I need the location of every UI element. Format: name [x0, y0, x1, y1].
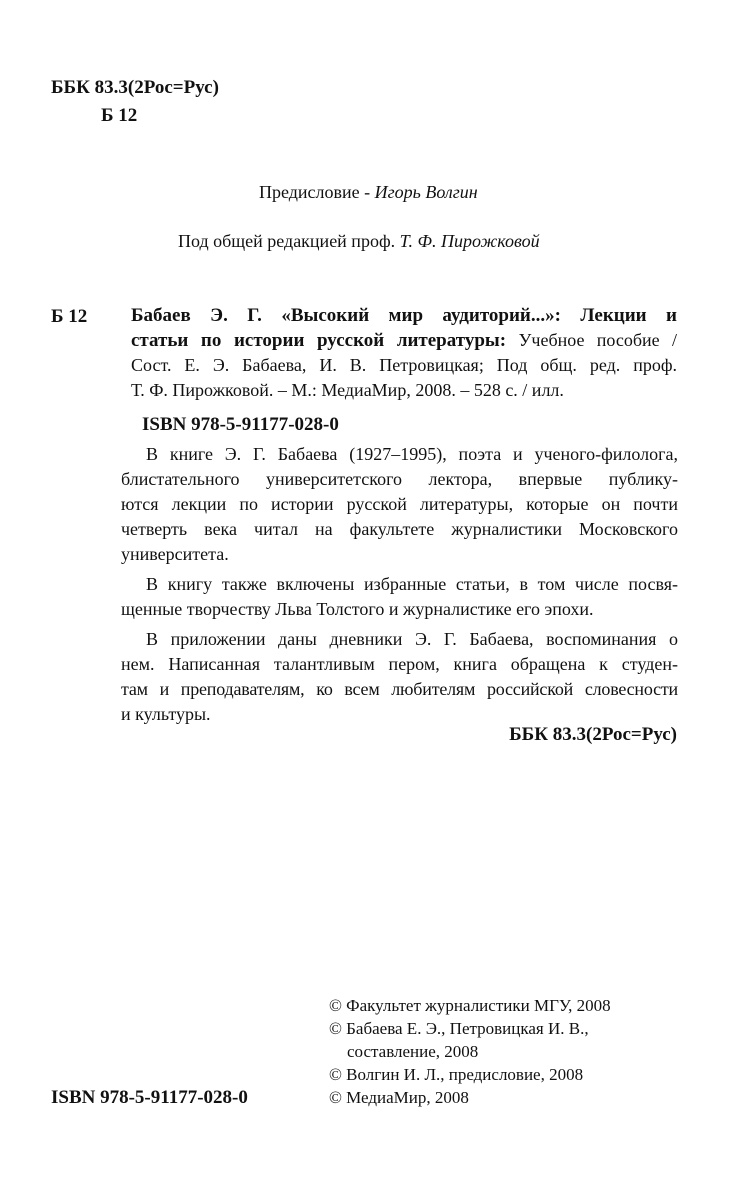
biblio-type: Учебное пособие /	[518, 330, 677, 350]
biblio-line-3: Сост. Е. Э. Бабаева, И. В. Петровицкая; Под общ. ред. проф.	[131, 355, 677, 375]
abstract-line: четверть века читал на факультете журналистики Московского	[121, 519, 678, 539]
copyright-line: © Волгин И. Л., предисловие, 2008	[329, 1065, 584, 1084]
editor-name: Т. Ф. Пирожковой	[399, 231, 540, 251]
abstract-line: нем. Написанная талантливым пером, книга обращена к студен-	[121, 654, 678, 674]
abstract-line: университета.	[121, 544, 229, 564]
abstract-line: В книге Э. Г. Бабаева (1927–1995), поэта и ученого-филолога,	[146, 444, 678, 464]
copyright-line: © Бабаева Е. Э., Петровицкая И. В.,	[329, 1019, 589, 1038]
isbn-footer: ISBN 978-5-91177-028-0	[51, 1087, 248, 1108]
abstract-line: там и преподавателям, ко всем любителям российской словесности	[121, 679, 678, 699]
preface-label: Предисловие -	[259, 182, 375, 202]
bbk-code-entry: ББК 83.3(2Рос=Рус)	[509, 724, 677, 745]
isbn-entry: ISBN 978-5-91177-028-0	[142, 414, 339, 435]
editor-credit	[178, 231, 540, 252]
abstract-line: и культуры.	[121, 704, 211, 724]
author-mark-header: Б 12	[101, 105, 138, 126]
abstract-line: блистательного университетского лектора, впервые публику-	[121, 469, 678, 489]
bbk-code-header: ББК 83.3(2Рос=Рус)	[51, 77, 219, 98]
copyright-line: © Факультет журналистики МГУ, 2008	[329, 996, 611, 1015]
abstract-line: ются лекции по истории русской литературы, которые он почти	[121, 494, 678, 514]
abstract-line: щенные творчеству Льва Толстого и журналистике его эпохи.	[121, 599, 594, 619]
abstract-line: В приложении даны дневники Э. Г. Бабаева, воспоминания о	[146, 629, 678, 649]
biblio-line-4: Т. Ф. Пирожковой. – М.: МедиаМир, 2008. – 528 с. / илл.	[131, 380, 564, 400]
copyright-line: составление, 2008	[347, 1042, 479, 1061]
editor-label: Под общей редакцией проф.	[178, 231, 400, 251]
biblio-line-1: Бабаев Э. Г. «Высокий мир аудиторий...»: Лекции и	[131, 305, 677, 326]
preface-name: Игорь Волгин	[374, 182, 478, 202]
biblio-line-2	[131, 330, 677, 352]
copyright-line: © МедиаМир, 2008	[329, 1088, 469, 1107]
author-mark-entry: Б 12	[51, 306, 88, 327]
abstract-line: В книгу также включены избранные статьи, в том числе посвя-	[146, 574, 678, 594]
biblio-title-cont: статьи по истории русской литературы:	[131, 330, 519, 351]
preface-credit	[259, 182, 478, 203]
